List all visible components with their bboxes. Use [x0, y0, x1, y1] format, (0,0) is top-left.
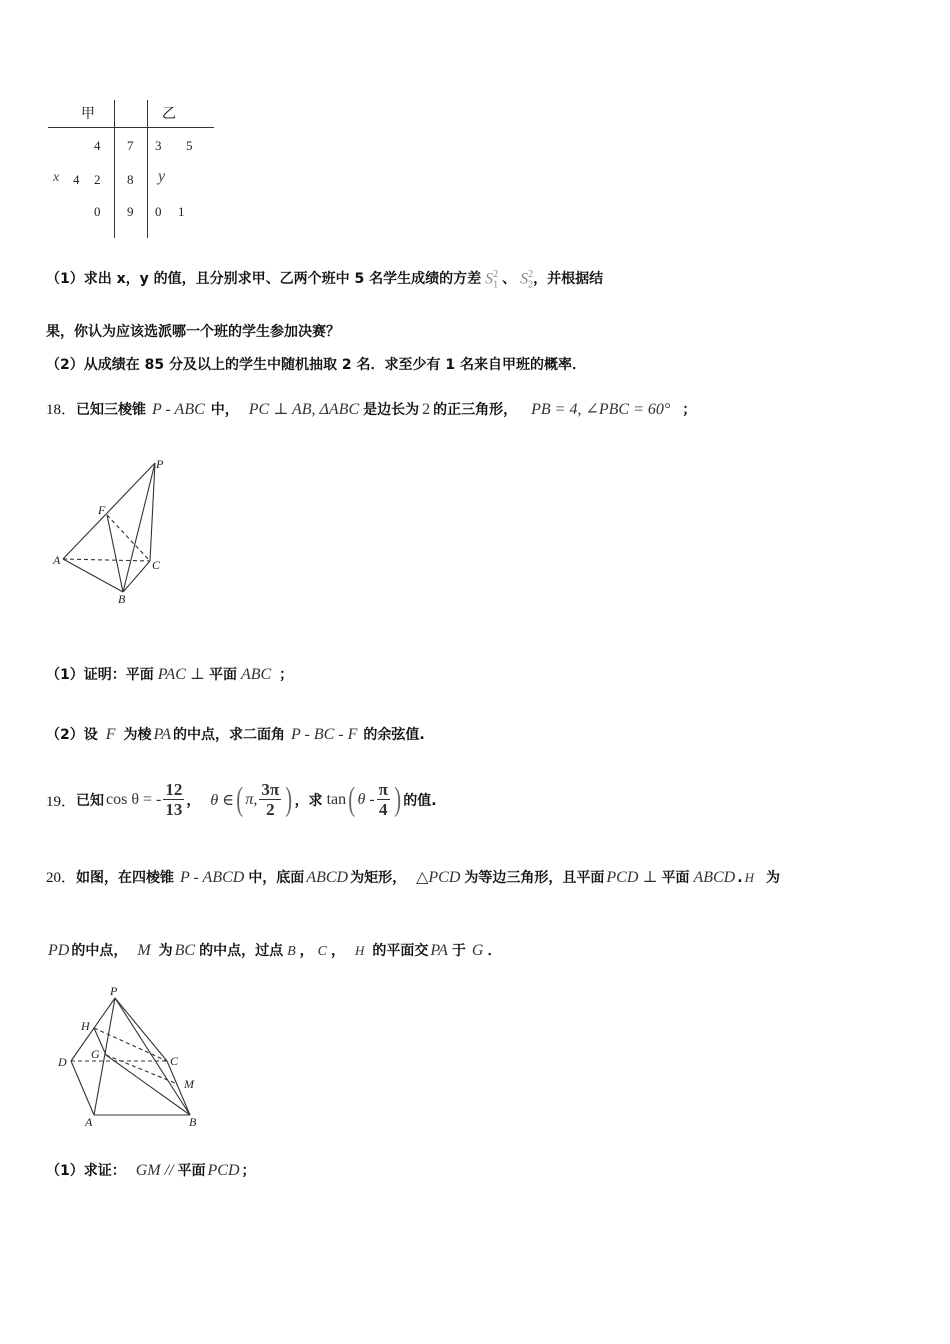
math-expr: PCD ⊥: [606, 869, 658, 886]
label-p: P: [156, 457, 164, 471]
leaf-left-x: x: [53, 170, 60, 185]
math-expr: PD: [48, 942, 70, 959]
leaf-left: 4: [94, 138, 101, 153]
math-expr: △PCD: [416, 869, 461, 886]
q20-text: 的中点，过点: [199, 943, 284, 959]
stem-divider-left: [114, 100, 115, 238]
label-f: F: [98, 503, 106, 517]
q20-part1-text: 平面: [177, 1163, 206, 1179]
math-expr: C: [317, 944, 328, 959]
leaf-right: 1: [178, 204, 185, 219]
q20-text: 于: [451, 943, 466, 959]
math-expr: P - ABC: [152, 401, 205, 418]
q19-text: 已知: [76, 793, 105, 809]
q17-part1-text-end: ，并根据结: [533, 271, 604, 287]
stem-value: 7: [127, 138, 134, 153]
variance-s2: $S_2^2$: [520, 268, 534, 291]
math-expr: BC: [174, 942, 196, 959]
q20-text: 的平面交: [372, 943, 429, 959]
q20-text: 平面: [661, 870, 690, 886]
math-expr: 2: [422, 401, 431, 418]
leaf-right: 3: [155, 138, 162, 153]
math-expr: PA: [153, 726, 172, 743]
stem-value: 8: [127, 172, 134, 187]
label-b: B: [189, 1115, 197, 1129]
q20-stem-line2: [46, 940, 501, 960]
q18-part1: [46, 664, 293, 684]
q17-part1-line2: 果，你认为应该选派哪一个班的学生参加决赛？: [46, 324, 340, 340]
q20-part1-text: （1）求证：: [46, 1163, 126, 1179]
fraction-pi-4: $\frac{\pi}{4}$: [378, 779, 388, 819]
label-b: B: [118, 592, 126, 606]
q20-text: 为: [765, 870, 780, 886]
question-number: 19．: [46, 793, 77, 810]
label-c: C: [170, 1054, 179, 1068]
math-expr: ABC: [240, 666, 272, 683]
label-m: M: [184, 1077, 194, 1091]
header-yi: 乙: [162, 106, 176, 122]
math-expr: P - BC - F: [291, 726, 358, 743]
label-h: H: [81, 1019, 90, 1033]
label-c: C: [152, 558, 161, 572]
math-expr: B: [287, 944, 296, 959]
left-paren: (: [236, 781, 244, 818]
q18-text: 是边长为: [363, 402, 420, 418]
header-jia: 甲: [81, 106, 95, 122]
math-expr: H: [744, 870, 754, 885]
stem-leaf-table: [46, 96, 216, 240]
math-expr: H: [355, 943, 365, 958]
math-expr: G: [471, 942, 484, 959]
fraction-3pi-2: $\frac{3\pi}{2}$: [261, 779, 280, 819]
math-expr: P - ABCD: [180, 869, 245, 886]
q20-text: ，: [331, 943, 346, 959]
math-expr: ABCD: [306, 869, 349, 886]
right-paren: ): [394, 781, 402, 818]
label-p: P: [110, 984, 118, 998]
q18-text: ；: [682, 402, 697, 418]
math-expr: π,: [245, 791, 258, 808]
q20-part1-text: ；: [241, 1163, 256, 1179]
q18-text: 的正三角形，: [433, 402, 518, 418]
leaf-right: 5: [186, 138, 193, 153]
q19-text: ，: [186, 793, 201, 809]
q17-part1-line1: [46, 268, 603, 290]
leaf-right-y: y: [158, 168, 166, 185]
math-expr: PAC ⊥: [157, 666, 205, 683]
math-expr: θ -: [357, 791, 375, 808]
q20-text: 如图，在四棱锥: [76, 870, 175, 886]
variance-s1: $S_1^2$: [485, 268, 499, 291]
leaf-right: 0: [155, 204, 162, 219]
math-expr: cos θ = -: [106, 791, 162, 808]
fraction-12-13: $\frac{12}{13}$: [165, 779, 183, 819]
math-expr: PCD: [207, 1162, 240, 1179]
q18-part2-text: 为棱: [123, 727, 152, 743]
pyramid-figure-pabcd: [45, 975, 220, 1135]
q20-text: .: [737, 870, 743, 886]
separator: 、: [502, 271, 517, 287]
header-divider: [48, 127, 214, 128]
stem-divider-right: [147, 100, 148, 238]
q18-part1-text: ；: [279, 667, 294, 683]
question-number: 20．: [46, 870, 77, 886]
label-a: A: [85, 1115, 93, 1129]
q18-text: 中，: [210, 402, 239, 418]
q18-text: 已知三棱锥: [76, 402, 147, 418]
question-number: 18．: [46, 402, 77, 418]
pyramid-figure-pabc: [40, 450, 190, 610]
math-expr: ABCD: [693, 869, 736, 886]
q19-text: ，求: [294, 793, 323, 809]
q18-part2: [46, 724, 425, 744]
q20-text: 为: [158, 943, 173, 959]
q19-text: 的值.: [403, 793, 437, 809]
q20-stem-line1: [46, 866, 780, 887]
q19-stem: [46, 774, 437, 826]
label-g: G: [91, 1047, 100, 1061]
q20-text: ，: [299, 943, 314, 959]
q17-part1-text: （1）求出 x，y 的值，且分别求甲、乙两个班中 5 名学生成绩的方差: [46, 271, 482, 287]
left-paren: (: [348, 781, 356, 818]
leaf-left: 2: [94, 172, 101, 187]
q18-stem: [46, 398, 696, 419]
stem-value: 9: [127, 204, 134, 219]
leaf-left: 0: [94, 204, 101, 219]
q18-part2-text: 的中点，求二面角: [173, 727, 286, 743]
q20-text: ．: [487, 943, 502, 959]
q18-part1-text: （1）证明：平面: [46, 667, 154, 683]
q20-text: 中，底面: [248, 870, 305, 886]
label-d: D: [58, 1055, 67, 1069]
leaf-left: 4: [73, 172, 80, 187]
math-expr: θ ∈: [210, 792, 235, 809]
math-expr: M: [137, 942, 151, 959]
q18-part1-text: 平面: [208, 667, 237, 683]
right-paren: ): [285, 781, 293, 818]
math-expr: F: [105, 726, 116, 743]
math-expr: PB = 4, ∠PBC = 60°: [531, 401, 671, 418]
q17-part2: （2）从成绩在 85 分及以上的学生中随机抽取 2 名．求至少有 1 名来自甲班的概率．: [46, 357, 586, 373]
q20-part1: [46, 1160, 256, 1180]
q20-text: 的中点，: [71, 943, 128, 959]
math-expr: PC ⊥ AB, ΔABC: [248, 401, 360, 418]
q20-text: 为等边三角形，且平面: [464, 870, 605, 886]
math-expr: PA: [430, 942, 448, 959]
q18-part2-text: 的余弦值.: [363, 727, 425, 743]
math-expr: GM //: [135, 1162, 174, 1179]
math-expr: tan: [326, 791, 347, 808]
q18-part2-text: （2）设: [46, 727, 98, 743]
q20-text: 为矩形，: [350, 870, 407, 886]
label-a: A: [53, 553, 61, 567]
